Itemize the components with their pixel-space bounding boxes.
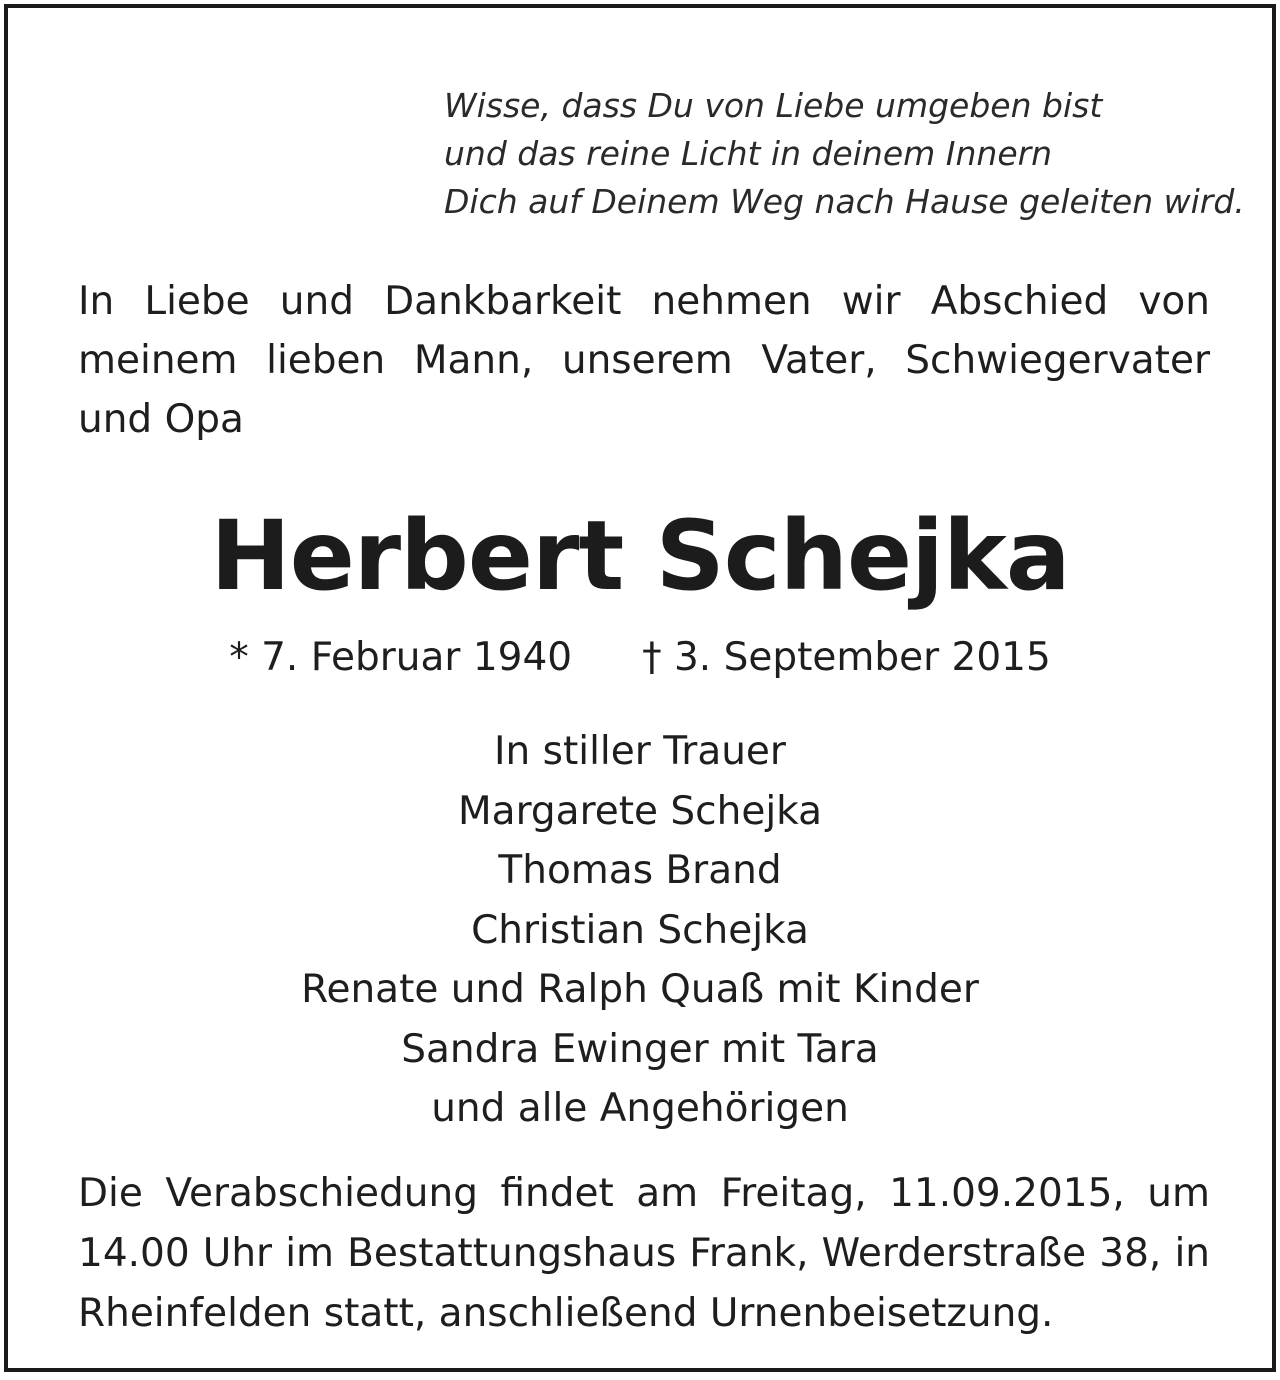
poem-line: Dich auf Deinem Weg nach Hause geleiten wird. — [444, 182, 1245, 221]
poem-line: und das reine Licht in deinem Innern — [444, 134, 1053, 173]
mourner-name: Margarete Schejka — [458, 788, 822, 834]
mourner-name: und alle Angehörigen — [431, 1086, 849, 1131]
mourners-list — [8, 722, 1272, 1139]
deceased-name: Herbert Schejka — [210, 500, 1070, 612]
poem-line: Wisse, dass Du von Liebe umgeben bist — [444, 86, 1103, 125]
obituary-notice — [4, 4, 1276, 1372]
mourner-name: Christian Schejka — [471, 907, 809, 953]
mourner-name: Sandra Ewinger mit Tara — [401, 1026, 879, 1072]
mourning-heading: In stiller Trauer — [494, 729, 786, 774]
service-info: Die Verabschiedung findet am Freitag, 11.09.2015, um 14.00 Uhr im Bestattungshaus Frank, Werderstraße 38, in Rheinfelden statt, anschließend Urnenbeisetzung. — [78, 1171, 1210, 1336]
mourner-name: Thomas Brand — [498, 848, 782, 893]
mourner-name: Renate und Ralph Quaß mit Kinder — [301, 967, 979, 1012]
poem-quote — [444, 82, 1264, 226]
life-dates — [8, 630, 1272, 686]
death-date: † 3. September 2015 — [642, 635, 1051, 680]
intro-text: In Liebe und Dankbarkeit nehmen wir Abschied von meinem lieben Mann, unserem Vater, Schwiegervater und Opa — [78, 279, 1210, 442]
birth-date: * 7. Februar 1940 — [229, 635, 573, 680]
